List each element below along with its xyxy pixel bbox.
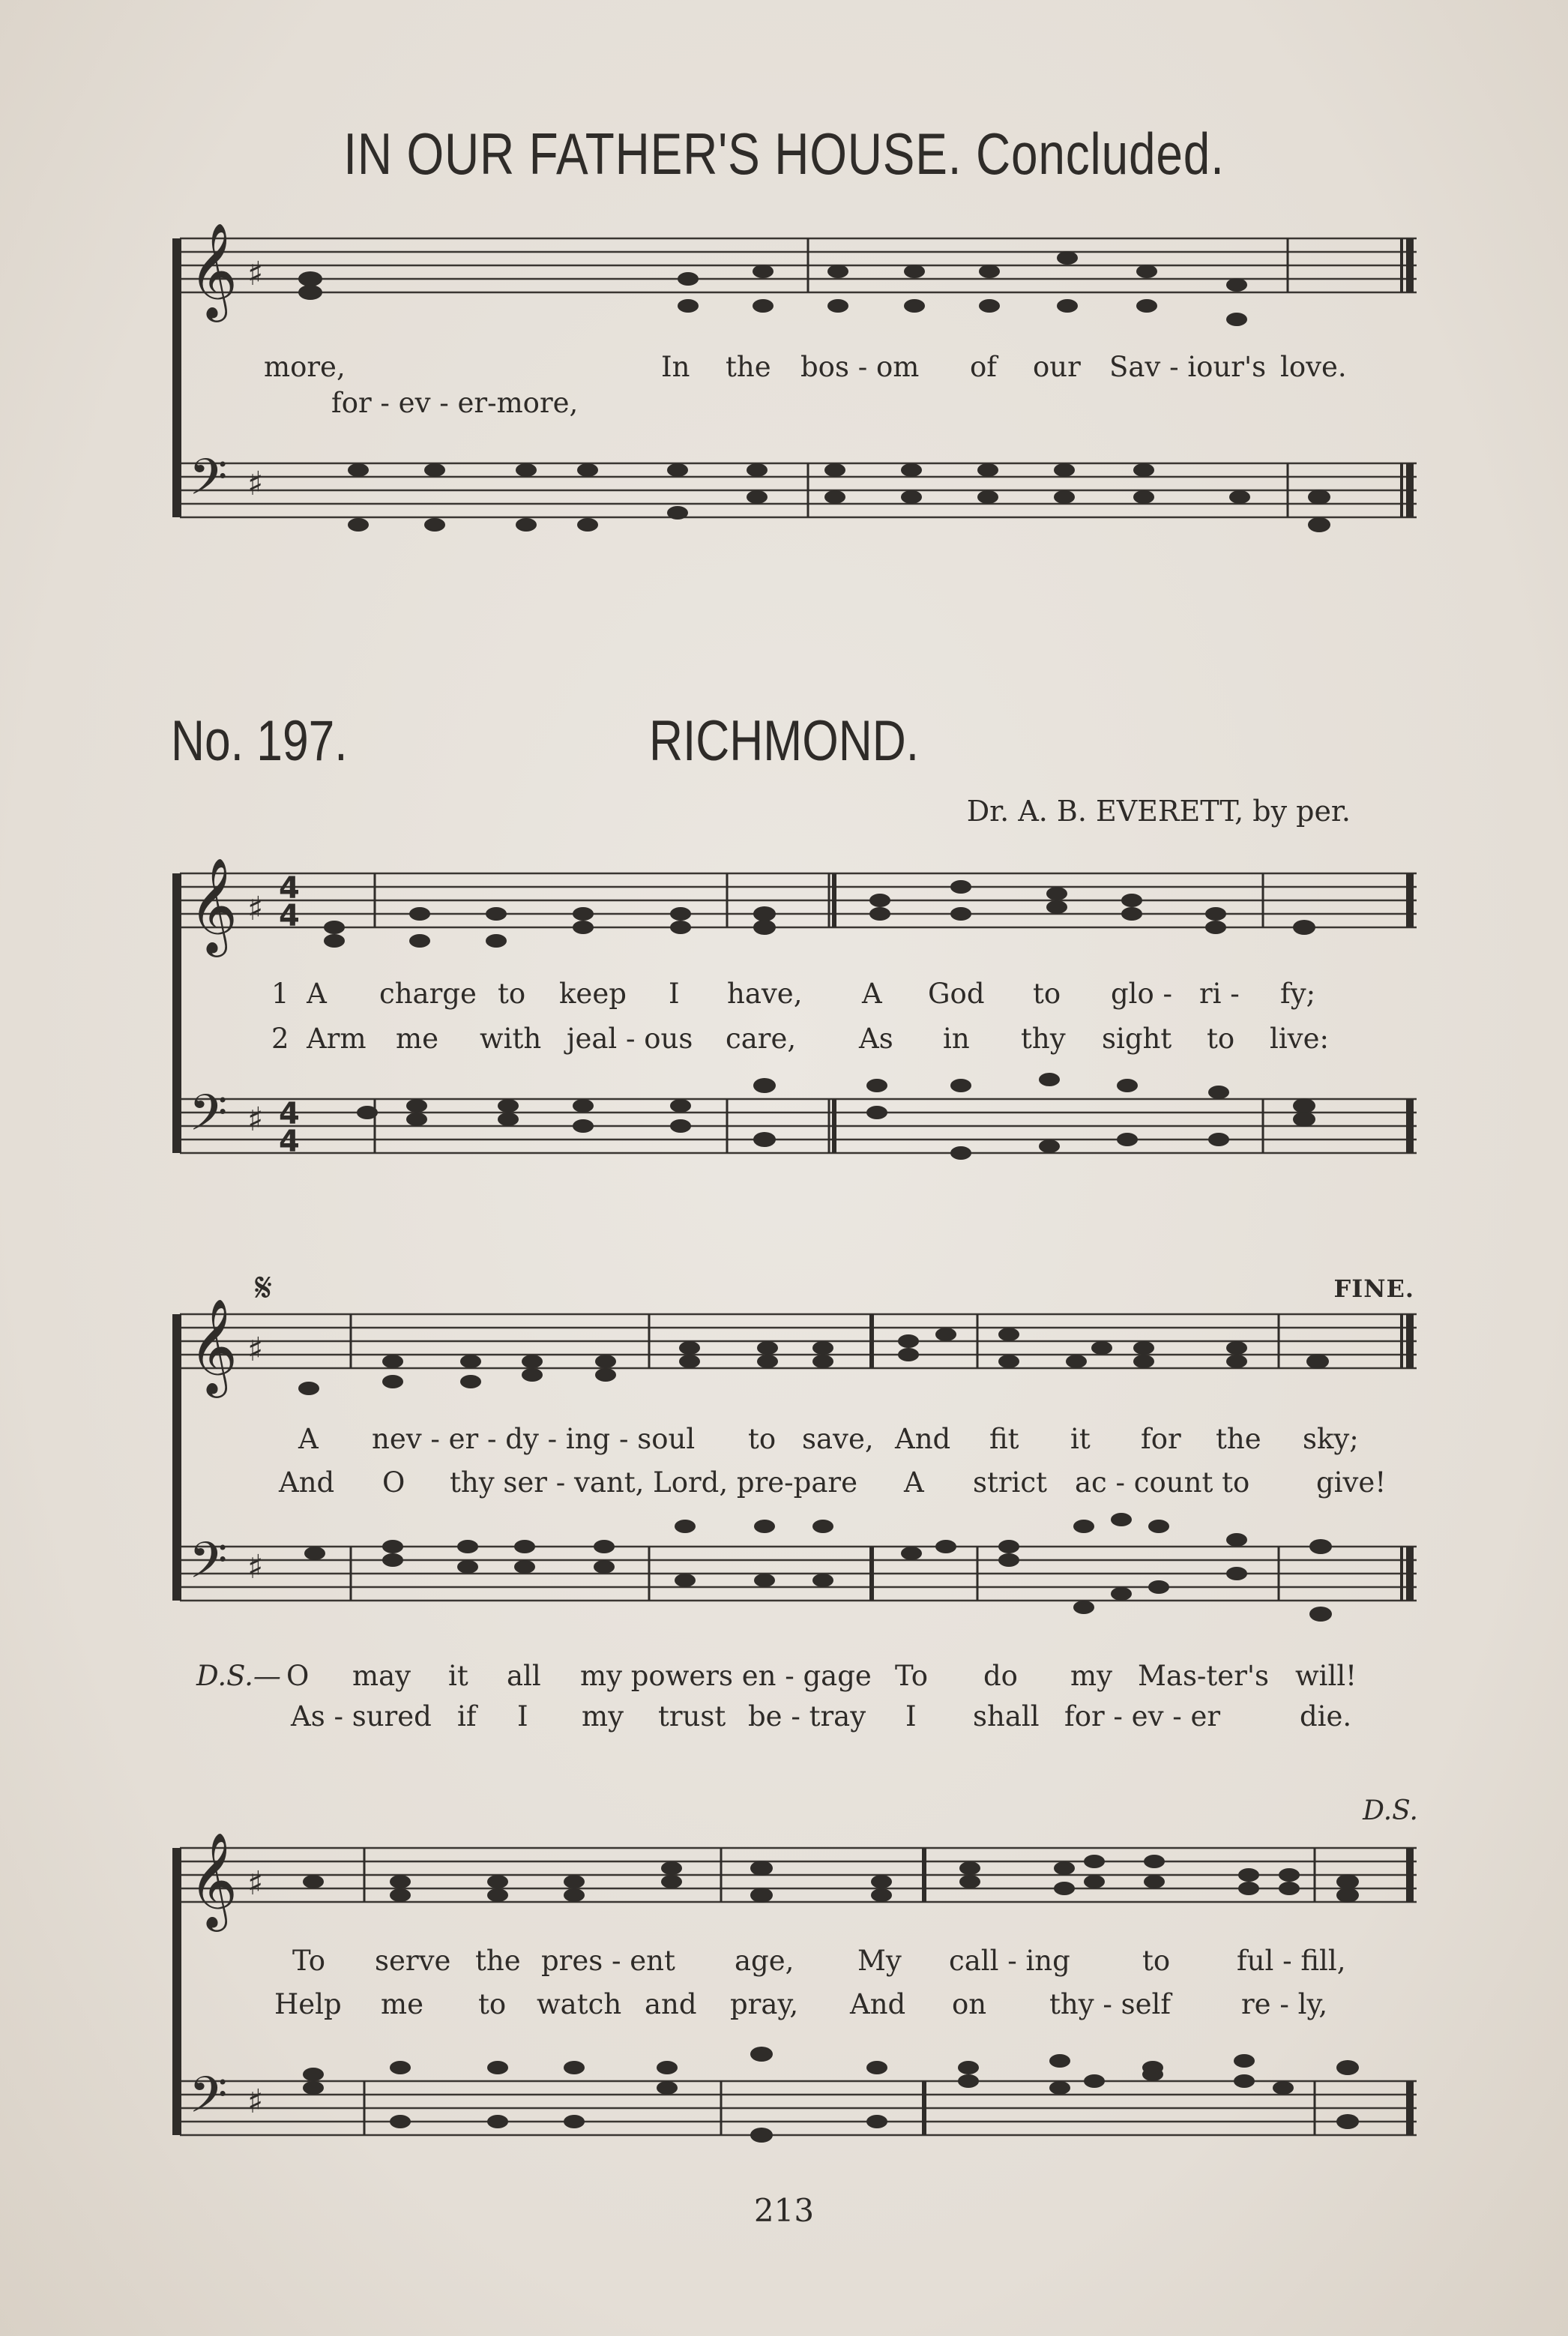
lyric: I [517,1700,528,1733]
lyric: in [943,1023,970,1055]
svg-text:4: 4 [279,899,300,933]
lyric: 2 Arm [271,1023,367,1055]
lyric: die. [1300,1700,1352,1733]
lyric: for - ev - er-more, [331,387,579,419]
lyric: A [862,978,882,1010]
lyric: the [475,1945,521,1977]
lyric: on [952,1988,987,2020]
lyric: charge [379,978,477,1010]
lyric: thy - self [1049,1988,1172,2020]
composer-credit: Dr. A. B. EVERETT, by per. [966,795,1351,828]
hymn-title: RICHMOND. [648,709,920,773]
lyric: In [661,351,690,383]
lyric: care, [726,1023,797,1055]
lyric: call - ing [949,1945,1070,1977]
lyric: keep [559,978,627,1010]
lyric: thy ser - vant, Lord, pre-pare [450,1466,857,1499]
lyric: and [645,1988,697,2020]
lyric: the [1216,1423,1261,1455]
svg-text:𝄢: 𝄢 [189,2066,228,2136]
ds-marker: D.S. [1363,1795,1418,1826]
lyric: And [279,1466,335,1499]
lyric: re - ly, [1241,1988,1328,2020]
svg-text:𝄞: 𝄞 [189,857,238,953]
lyric: God [928,978,985,1010]
lyric: pres - ent [541,1945,675,1977]
ds-prefix: D.S.— [196,1660,281,1692]
lyric: save, [802,1423,874,1455]
lyric: trust [658,1700,726,1733]
lyric: O [286,1660,310,1692]
lyric: Help [274,1988,342,2020]
svg-text:𝄢: 𝄢 [189,1532,228,1601]
lyric: To [292,1945,326,1977]
lyric: shall [973,1700,1040,1733]
lyric: the [726,351,771,383]
fine-marker: FINE. [1333,1274,1414,1303]
svg-text:♯: ♯ [247,255,264,293]
svg-text:𝄞: 𝄞 [189,1298,238,1394]
lyric: my powers en - gage [580,1660,872,1692]
lyric: Mas-ter's [1138,1660,1270,1692]
segno-icon: 𝄋 [255,1264,273,1311]
page-number: 213 [753,2192,815,2229]
lyric: it [1070,1423,1091,1455]
lyric: with [480,1023,542,1055]
continued-hymn-title: IN OUR FATHER'S HOUSE. Concluded. [343,121,1225,187]
svg-text:4: 4 [279,1125,300,1159]
lyric: sky; [1303,1423,1359,1455]
svg-text:♯: ♯ [247,1331,264,1369]
svg-text:♯: ♯ [247,1864,264,1903]
svg-text:♯: ♯ [247,890,264,928]
lyric: bos - om [800,351,920,383]
hymn-number: No. 197. [171,709,348,773]
lyric: of [970,351,997,383]
lyric: me [396,1023,438,1055]
svg-text:♯: ♯ [247,2083,264,2121]
lyric: will! [1295,1660,1357,1692]
lyric: if [457,1700,477,1733]
lyric: give! [1316,1466,1387,1499]
lyric: fit [989,1423,1019,1455]
lyric: be - tray [748,1700,866,1733]
svg-text:♯: ♯ [247,465,264,503]
svg-text:♯: ♯ [247,1101,264,1139]
lyric: live: [1270,1023,1329,1055]
lyric: more, [264,351,346,383]
lyric: jeal - ous [567,1023,693,1055]
svg-text:𝄞: 𝄞 [189,1831,238,1927]
lyric: I [669,978,680,1010]
lyric: 1 A [271,978,327,1010]
lyric: My [857,1945,902,1977]
bass-clef-icon: 𝄢 [189,448,228,518]
lyric: our [1033,351,1081,383]
lyric: O [382,1466,405,1499]
lyric: And [850,1988,906,2020]
lyric: do [983,1660,1018,1692]
lyric: thy [1021,1023,1066,1055]
lyric: nev - er - dy - ing - soul [372,1423,696,1455]
lyric: to [1142,1945,1171,1977]
lyric: sight [1102,1023,1172,1055]
svg-text:𝄢: 𝄢 [189,1084,228,1154]
lyric: for [1141,1423,1181,1455]
lyric: to [1033,978,1061,1010]
treble-clef-icon: 𝄞 [189,222,238,318]
svg-text:4: 4 [279,1097,300,1131]
lyric: have, [727,978,803,1010]
lyric: fy; [1280,978,1316,1010]
lyric: all [507,1660,541,1692]
lyric: A [904,1466,924,1499]
lyric: me [381,1988,423,2020]
lyric: ful - fill, [1237,1945,1346,1977]
lyric: Sav - iour's [1109,351,1267,383]
lyric: glo - [1111,978,1173,1010]
lyric: A [298,1423,319,1455]
lyric: to [498,978,526,1010]
system2-treble-staff [180,873,1417,927]
lyric: to [1207,1023,1235,1055]
lyric: pray, [730,1988,799,2020]
lyric: strict [973,1466,1047,1499]
lyric: may [352,1660,411,1692]
lyric: I [905,1700,917,1733]
lyric: my [582,1700,624,1733]
lyric: ac - count to [1075,1466,1250,1499]
lyric: my [1070,1660,1112,1692]
lyric: As - sured [291,1700,432,1733]
lyric: As [859,1023,893,1055]
lyric: for - ev - er [1064,1700,1221,1733]
lyric: watch [537,1988,622,2020]
svg-text:♯: ♯ [247,1548,264,1586]
lyric: love. [1280,351,1347,383]
lyric: serve [375,1945,451,1977]
svg-text:4: 4 [279,871,300,906]
lyric: age, [735,1945,794,1977]
lyric: To [895,1660,929,1692]
lyric: And [895,1423,951,1455]
lyric: it [448,1660,468,1692]
lyric: ri - [1199,978,1240,1010]
lyric: to [478,1988,507,2020]
lyric: to [748,1423,777,1455]
